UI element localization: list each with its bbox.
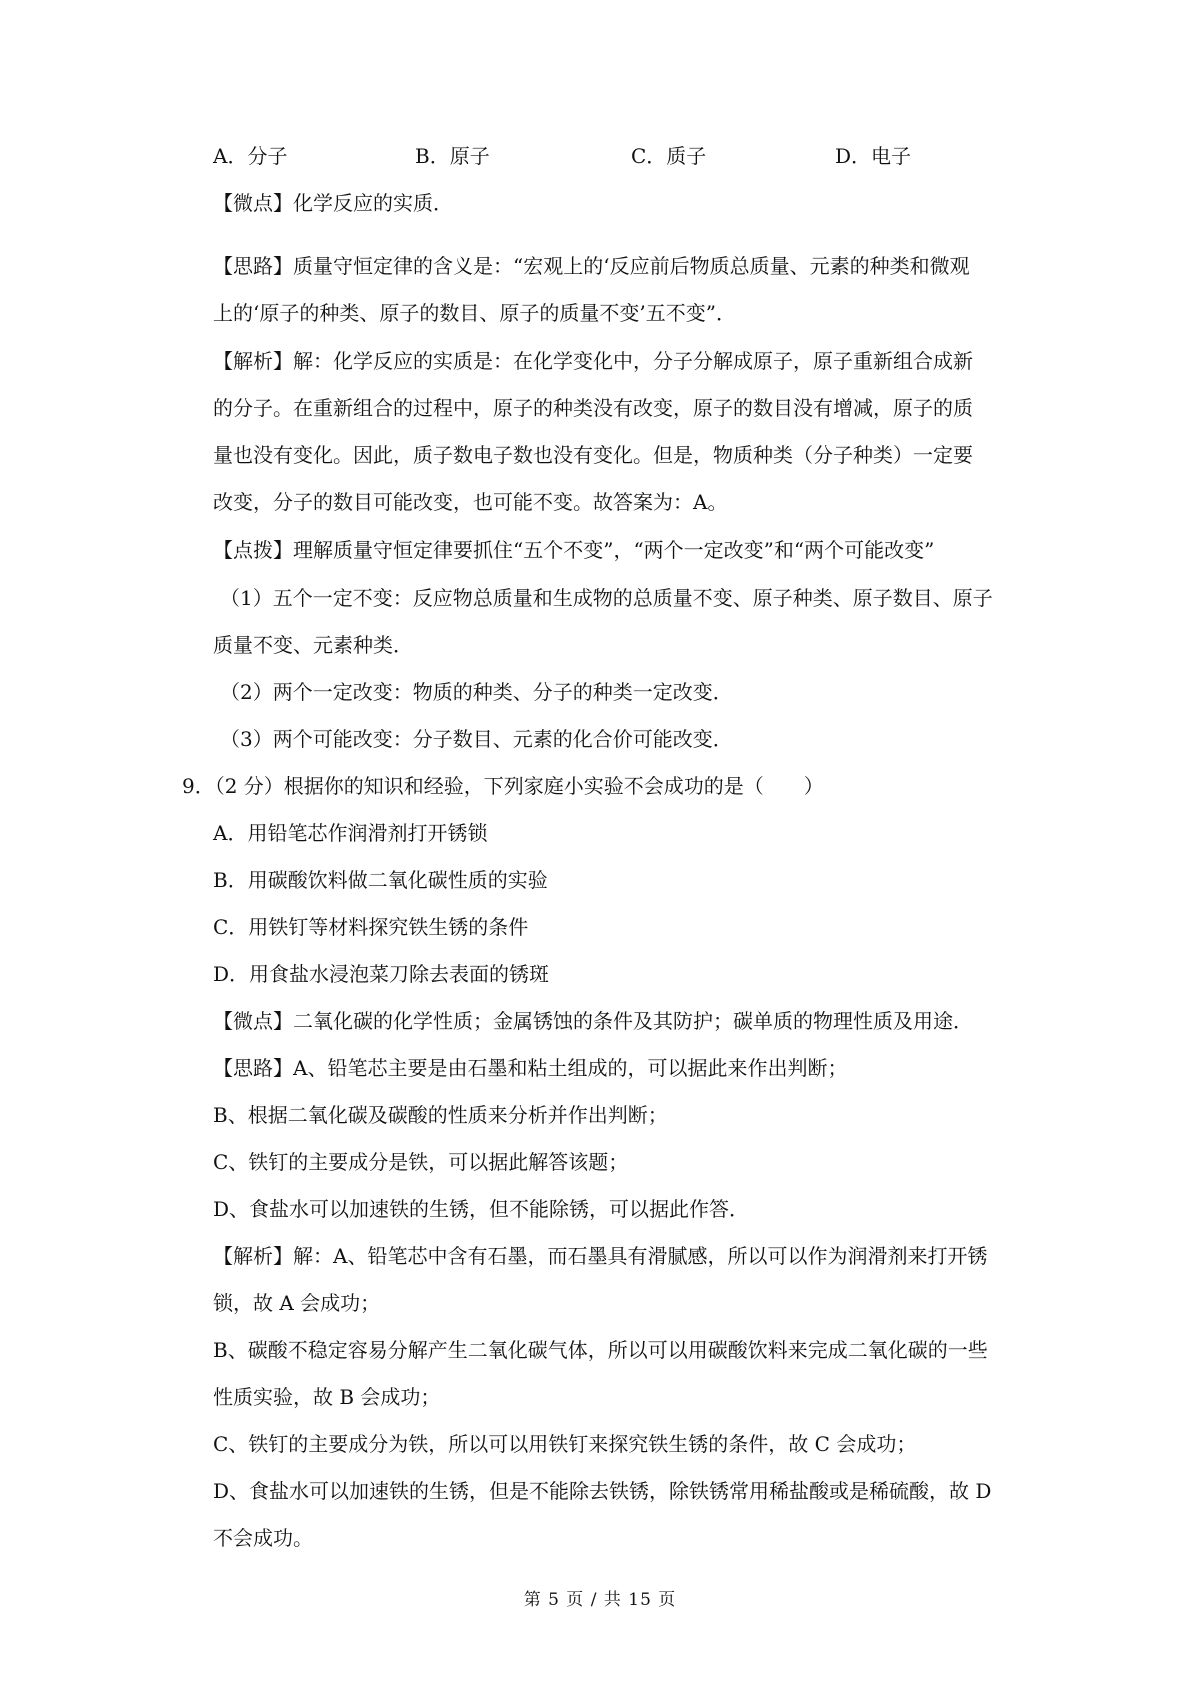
tip-line: 【点拨】理解质量守恒定律要抓住“五个不变”，“两个一定改变”和“两个可能改变” xyxy=(213,538,935,562)
knowledge-point: 【微点】二氧化碳的化学性质；金属锈蚀的条件及其防护；碳单质的物理性质及用途． xyxy=(213,1009,973,1033)
analysis-line: 【解析】解：A、铅笔芯中含有石墨，而石墨具有滑腻感，所以可以作为润滑剂来打开锈 xyxy=(213,1244,988,1268)
option-b: B．原子 xyxy=(415,144,490,168)
approach-line: B、根据二氧化碳及碳酸的性质来分析并作出判断； xyxy=(213,1103,668,1127)
analysis-line: C、铁钉的主要成分为铁，所以可以用铁钉来探究铁生锈的条件，故 C 会成功； xyxy=(213,1432,917,1456)
question-9-option: B．用碳酸饮料做二氧化碳性质的实验 xyxy=(213,868,548,892)
question-9-stem: 9．（2 分）根据你的知识和经验，下列家庭小实验不会成功的是（ ） xyxy=(182,774,824,798)
approach-line: C、铁钉的主要成分是铁，可以据此解答该题； xyxy=(213,1150,629,1174)
analysis-line: D、食盐水可以加速铁的生锈，但是不能除去铁锈，除铁锈常用稀盐酸或是稀硫酸，故 D xyxy=(213,1479,992,1503)
tip-line: （1）五个一定不变：反应物总质量和生成物的总质量不变、原子种类、原子数目、原子 xyxy=(220,586,993,610)
analysis-line: 不会成功。 xyxy=(213,1526,313,1550)
approach-line: D、食盐水可以加速铁的生锈，但不能除锈，可以据此作答． xyxy=(213,1197,750,1221)
option-a: A．分子 xyxy=(213,144,288,168)
approach-line: 上的‘原子的种类、原子的数目、原子的质量不变’五不变”． xyxy=(213,301,736,325)
analysis-line: 的分子。在重新组合的过程中，原子的种类没有改变，原子的数目没有增减，原子的质 xyxy=(213,396,973,420)
approach-line: 【思路】A、铅笔芯主要是由石墨和粘土组成的，可以据此来作出判断； xyxy=(213,1056,848,1080)
option-d: D．电子 xyxy=(835,144,912,168)
tip-line: （3）两个可能改变：分子数目、元素的化合价可能改变． xyxy=(220,727,733,751)
analysis-line: B、碳酸不稳定容易分解产生二氧化碳气体，所以可以用碳酸饮料来完成二氧化碳的一些 xyxy=(213,1338,988,1362)
option-c: C．质子 xyxy=(631,144,707,168)
analysis-line: 锁，故 A 会成功； xyxy=(213,1291,381,1315)
approach-line: 【思路】质量守恒定律的含义是：“宏观上的‘反应前后物质总质量、元素的种类和微观 xyxy=(213,254,970,278)
analysis-line: 改变，分子的数目可能改变，也可能不变。故答案为：A。 xyxy=(213,490,728,514)
analysis-line: 量也没有变化。因此，质子数电子数也没有变化。但是，物质种类（分子种类）一定要 xyxy=(213,443,973,467)
question-9-option: D．用食盐水浸泡菜刀除去表面的锈斑 xyxy=(213,962,550,986)
knowledge-point: 【微点】化学反应的实质． xyxy=(213,191,453,215)
tip-line: 质量不变、元素种类． xyxy=(213,633,413,657)
question-9-option: A．用铅笔芯作润滑剂打开锈锁 xyxy=(213,821,488,845)
tip-line: （2）两个一定改变：物质的种类、分子的种类一定改变． xyxy=(220,680,733,704)
question-9-option: C．用铁钉等材料探究铁生锈的条件 xyxy=(213,915,529,939)
analysis-line: 性质实验，故 B 会成功； xyxy=(213,1385,441,1409)
analysis-line: 【解析】解：化学反应的实质是：在化学变化中，分子分解成原子，原子重新组合成新 xyxy=(213,349,973,373)
page-number-footer: 第 5 页 / 共 15 页 xyxy=(523,1590,677,1610)
